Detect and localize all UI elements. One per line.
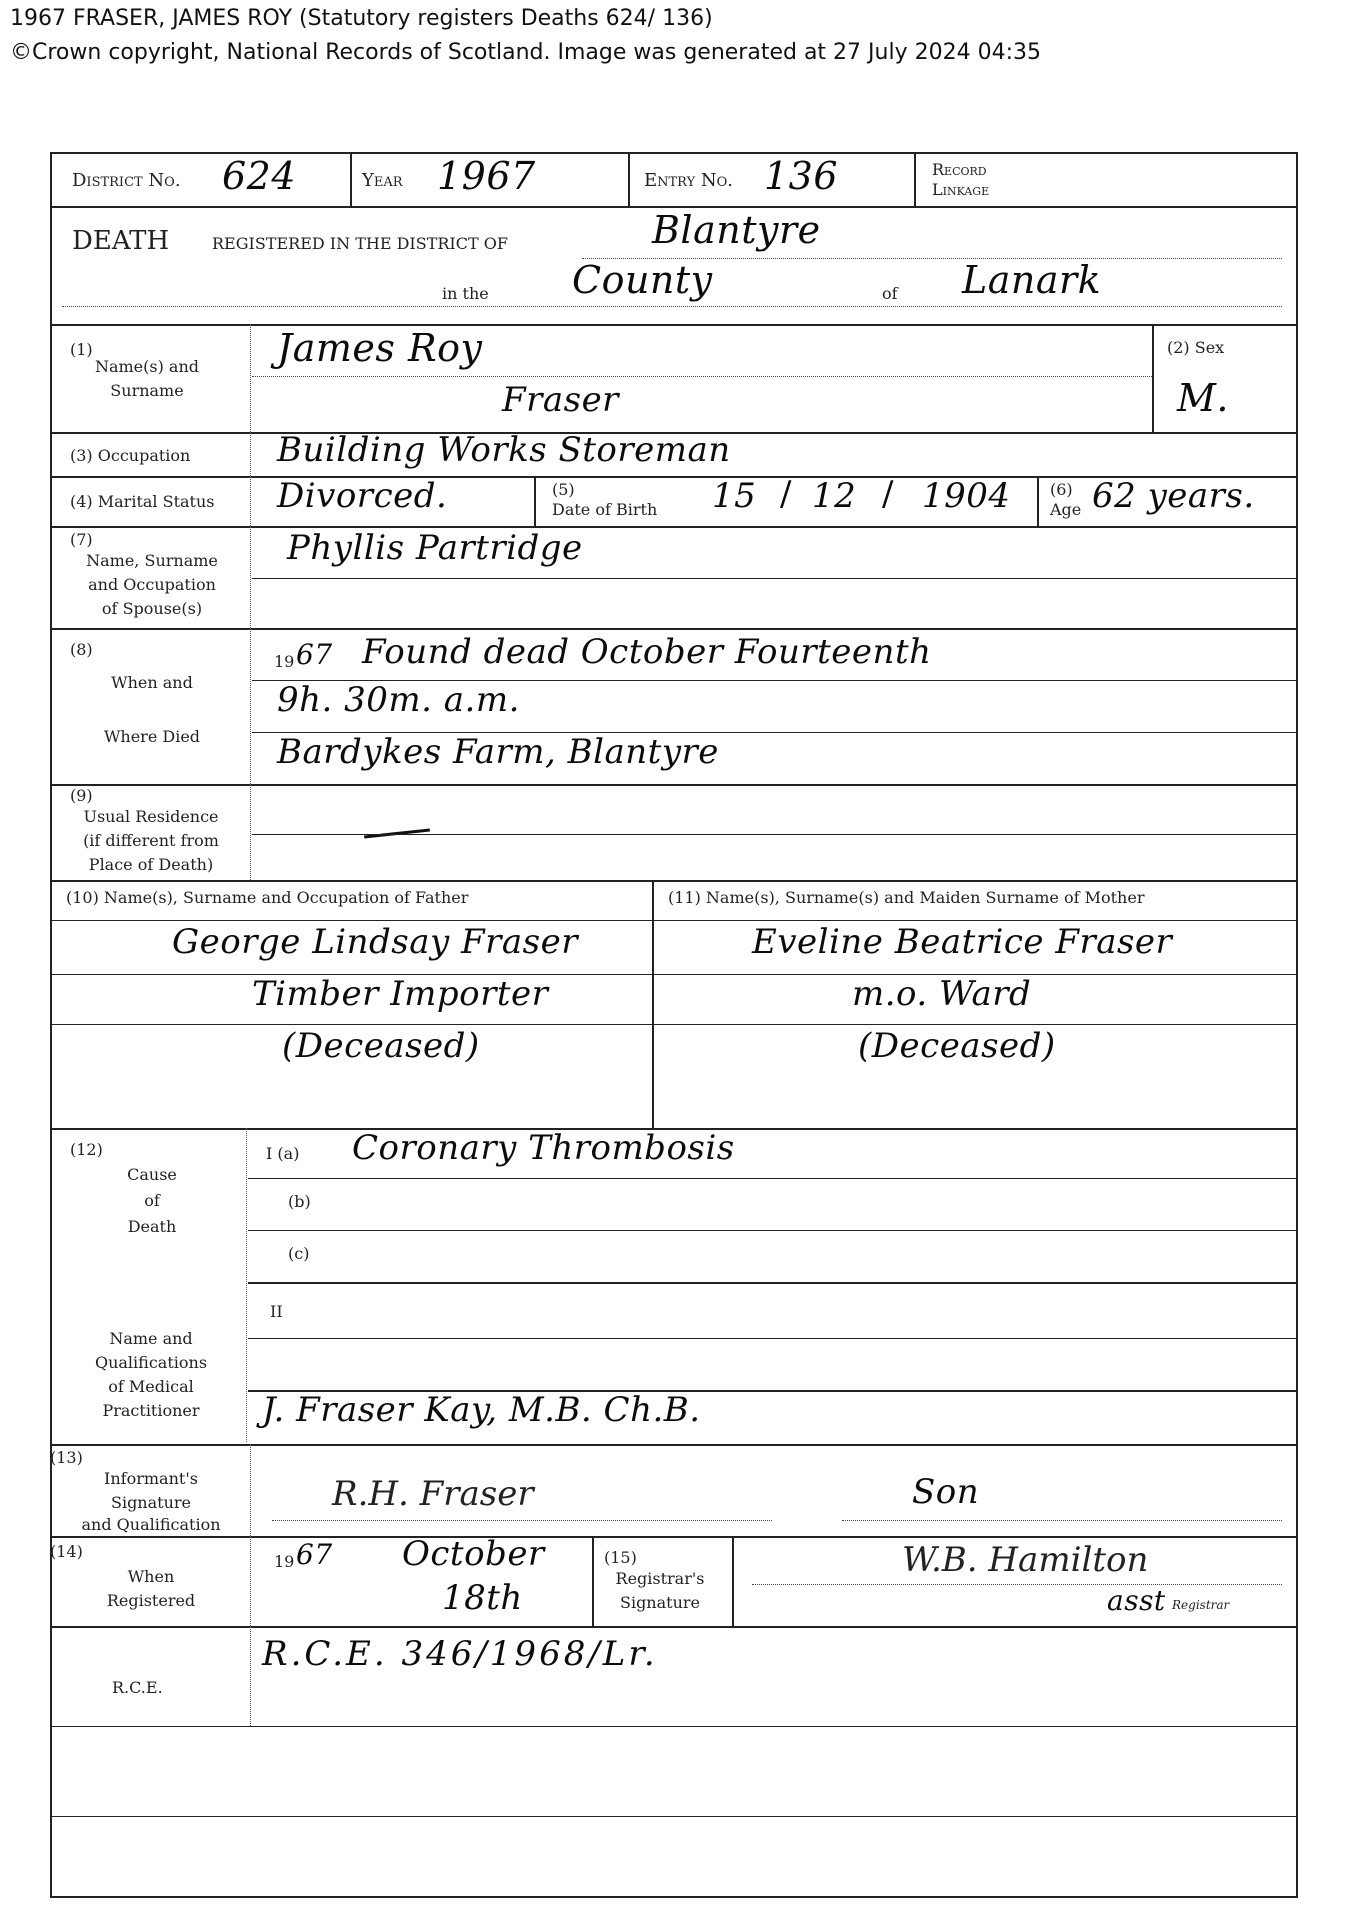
dob-day: 15 xyxy=(712,476,757,516)
father-name: George Lindsay Fraser xyxy=(172,922,578,962)
medical-label-3: of Medical xyxy=(108,1377,194,1396)
in-the-label: in the xyxy=(442,284,489,303)
marital-status-value: Divorced. xyxy=(277,476,448,516)
f9-label-1: Usual Residence xyxy=(83,807,219,826)
record-linkage-label-1: Record xyxy=(932,160,987,179)
registrar-signature: W.B. Hamilton xyxy=(902,1540,1149,1580)
reg-year: 67 xyxy=(296,1538,333,1571)
f9-label-3: Place of Death) xyxy=(88,855,214,874)
mother-name: Eveline Beatrice Fraser xyxy=(752,922,1173,962)
registrar-role: asst xyxy=(1107,1584,1166,1617)
cause-c-label: (c) xyxy=(288,1244,310,1263)
year-value: 1967 xyxy=(437,154,536,198)
died-year: 67 xyxy=(296,638,333,671)
f15-label-2: Signature xyxy=(619,1593,700,1612)
age-value: 62 years. xyxy=(1092,476,1255,516)
f13-label-3: and Qualification xyxy=(81,1515,221,1534)
informant-qualification: Son xyxy=(912,1472,980,1512)
medical-label-1: Name and xyxy=(109,1329,193,1348)
f1-num: (1) xyxy=(70,340,93,359)
district-value: 624 xyxy=(222,154,297,198)
f7-label-3: of Spouse(s) xyxy=(101,599,203,618)
sex-value: M. xyxy=(1177,376,1229,420)
f8-label-1: When and xyxy=(111,673,193,692)
f12-label-2: of xyxy=(144,1191,160,1210)
f13-label-1: Informant's xyxy=(104,1469,198,1488)
f12-label-1: Cause xyxy=(127,1165,177,1184)
f15-label-1: Registrar's xyxy=(615,1569,705,1588)
f15-num: (15) xyxy=(604,1548,637,1567)
f3-label: (3) Occupation xyxy=(70,446,191,465)
f10-label: (10) Name(s), Surname and Occupation of Father xyxy=(66,888,469,907)
medical-value: J. Fraser Kay, M.B. Ch.B. xyxy=(262,1390,701,1430)
f9-num: (9) xyxy=(70,786,93,805)
f1-label-1: Name(s) and xyxy=(94,357,200,376)
f2-label: (2) Sex xyxy=(1167,338,1225,357)
f6-label: Age xyxy=(1050,500,1082,519)
registrar-role-suffix: Registrar xyxy=(1172,1598,1230,1612)
rce-label: R.C.E. xyxy=(112,1678,163,1697)
cause-a-label: I (a) xyxy=(266,1144,300,1163)
mother-status: (Deceased) xyxy=(858,1026,1056,1066)
registered-district: Blantyre xyxy=(652,208,821,252)
f5-num: (5) xyxy=(552,480,575,499)
died-time: 9h. 30m. a.m. xyxy=(277,680,520,720)
occupation-value: Building Works Storeman xyxy=(277,430,731,470)
f7-label-2: and Occupation xyxy=(88,575,216,594)
cause-a-value: Coronary Thrombosis xyxy=(352,1128,735,1168)
f7-label-1: Name, Surname xyxy=(86,551,218,570)
in-the-value: County xyxy=(572,258,713,302)
of-label: of xyxy=(882,284,898,303)
medical-label-2: Qualifications xyxy=(94,1353,208,1372)
header-copyright: ©Crown copyright, National Records of Scotland. Image was generated at 27 July 2024 04:35 xyxy=(10,40,1041,65)
of-value: Lanark xyxy=(962,258,1102,302)
f9-label-2: (if different from xyxy=(83,831,219,850)
reg-month: October xyxy=(402,1534,545,1574)
death-label: DEATH xyxy=(72,226,170,256)
f4-label: (4) Marital Status xyxy=(70,492,215,511)
informant-signature: R.H. Fraser xyxy=(332,1474,534,1514)
father-occupation: Timber Importer xyxy=(252,974,549,1014)
entry-label: Entry No. xyxy=(644,170,734,191)
f8-label-2: Where Died xyxy=(103,727,201,746)
f5-label: Date of Birth xyxy=(552,500,658,519)
f11-label: (11) Name(s), Surname(s) and Maiden Surname of Mother xyxy=(668,888,1145,907)
died-when: Found dead October Fourteenth xyxy=(362,632,932,672)
died-where: Bardykes Farm, Blantyre xyxy=(277,732,719,772)
medical-label-4: Practitioner xyxy=(102,1401,200,1420)
rce-value: R.C.E. 346/1968/Lr. xyxy=(262,1634,658,1674)
f13-label-2: Signature xyxy=(110,1493,191,1512)
header-title: 1967 FRASER, JAMES ROY (Statutory registers Deaths 624/ 136) xyxy=(10,6,713,31)
cause-b-label: (b) xyxy=(288,1192,311,1211)
entry-value: 136 xyxy=(764,154,839,198)
f1-label-2: Surname xyxy=(110,381,184,400)
mother-maiden: m.o. Ward xyxy=(852,974,1032,1014)
district-label: District No. xyxy=(72,170,181,191)
dob-year: 1904 xyxy=(922,476,1011,516)
f12-label-3: Death xyxy=(127,1217,177,1236)
spouse-value: Phyllis Partridge xyxy=(287,528,583,568)
cause-ii-label: II xyxy=(270,1302,283,1321)
f7-num: (7) xyxy=(70,530,93,549)
f8-num: (8) xyxy=(70,640,93,659)
year-label: Year xyxy=(362,170,403,191)
surname-value: Fraser xyxy=(502,380,619,420)
reg-year-prefix: 19 xyxy=(274,1552,295,1571)
f14-label-2: Registered xyxy=(106,1591,196,1610)
f12-num: (12) xyxy=(70,1140,103,1159)
died-year-prefix: 19 xyxy=(274,652,295,671)
death-register-form: District No. 624 Year 1967 Entry No. 136 Record Linkage DEATH REGISTERED IN THE DISTRICT OF Blantyre in the County of Lanark (1) Name(s) and Surname James Roy Fraser (2) Sex M. (3) Occupation Building Works Storeman (4) Marital Status Divorced. (5) Date of Birth 15 / 12 / 1904 (6) Age 62 years. (7) Name, Surname and Occupation of Spouse(s) Phyllis Partridge (8) When and Where Died 19 67 Found dead October Fourteenth 9h. 30m. a.m. Bardykes Farm, Blantyre (9) Usual Residence (if different from Place of Death) (10) Name(s), Surname and Occupation of Father (11) Name(s), Surname(s) and Maiden Surname of Mother George Lindsay Fraser Eveline Beatrice Fraser Timber Importer m.o. Ward (Deceased) (Deceased) (12) Cause of Death I (a) Coronary Thrombosis (b) (c) II Name and Qualifications of Medical Practitioner J. Fraser Kay, M.B. Ch.B. (13) Informant's Signature and Qualification R.H. Fraser Son (14) When Registered 19 67 October 18th (15) Registrar's Signature W.B. Hamilton asst Registrar R.C.E. R.C.E. 346/1968/Lr. xyxy=(50,152,1298,1898)
f14-label-1: When xyxy=(127,1567,175,1586)
father-status: (Deceased) xyxy=(282,1026,480,1066)
reg-day: 18th xyxy=(442,1578,523,1618)
f14-num: (14) xyxy=(50,1542,83,1561)
forenames-value: James Roy xyxy=(277,326,483,370)
record-linkage-label-2: Linkage xyxy=(932,180,990,199)
registered-label: REGISTERED IN THE DISTRICT OF xyxy=(212,234,508,253)
f6-num: (6) xyxy=(1050,480,1073,499)
dob-month: 12 xyxy=(812,476,857,516)
f13-num: (13) xyxy=(50,1448,83,1467)
